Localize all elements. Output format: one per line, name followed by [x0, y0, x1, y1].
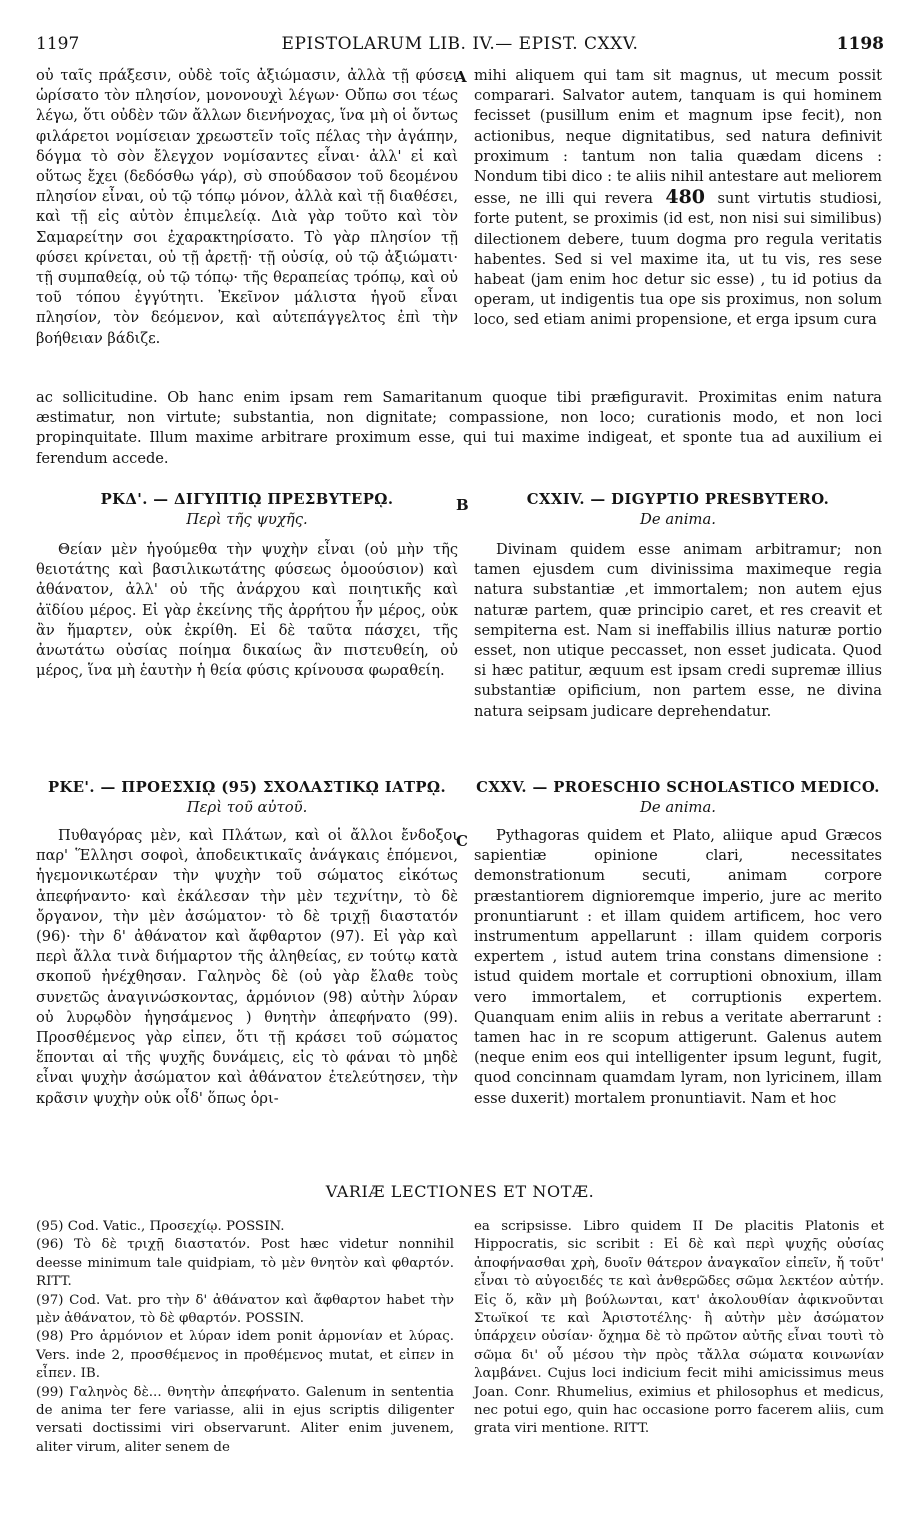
letter-124-greek-body [36, 540, 458, 681]
letter-124-latin-text: Divinam quidem esse animam arbitramur; non tamen ejusdem cum divinissima maximeque regia natura substantiæ ,et immortalem; non autem ejus naturæ partem, quæ principio caret, et res creavit et sempiterna est. Nam si ineffabilis illius naturæ portio esset, non utique peccasset, non esset judicata. Quod si hæc patitur, æquum est ipsam credi supremæ illius substantiæ opificium, non partem esse, ne divina natura seipsam judicare deprehendatur. [474, 541, 882, 720]
running-title: EPISTOLARUM LIB. IV.— EPIST. CXXV. [281, 34, 639, 54]
latin-full-width-paragraph: ac sollicitudine. Ob hanc enim ipsam rem Samaritanum quoque tibi præfiguravit. Proximitas enim natura æstimatur, non virtute; substantia, non dignitate; compassione, non loco; curationis modo, et non loci propinquitate. Illum maxime arbitrare proximum esse, qui tui maxime indigeat, et sponte tua ad auxilium ei ferendum accede. [36, 389, 882, 467]
latin-text-part-b: sunt virtutis studiosi, forte putent, se proximis (id est, non nisi sui similibus) dilectionem debere, tuum dogma pro regula veritatis habentes. Sed si vel maxime ita, ut tu vis, res sese habeat (jam enim hoc detur sic esse) , tu id potius da operam, ut indigentis tua ope sis proximus, non solum loco, sed etiam animi propensione, et erga ipsum cura [474, 190, 883, 329]
notes-right-column [474, 1218, 884, 1439]
letter-124-greek-title: ΡΚΔ'. — ΔΙΓΥΠΤΙῼ ΠΡΕΣΒΥΤΕΡῼ. [100, 491, 394, 508]
letter-124-greek-text: Θείαν μὲν ἡγούμεθα τὴν ψυχὴν εἶναι (οὐ μὴν τῆς θειοτάτης καὶ βασιλικωτάτης φύσεως ὁμοούσιον) καὶ ἀθάνατον, ἀλλ' οὐ τῆς ἀνάρχου καὶ ποιητικῆς καὶ ἀϊδίου μέρος. Εἰ γὰρ ἐκείνης τῆς ἀρρήτου ἦν μέρος, οὐκ ἂν ἥμαρτεν, οὐκ ἐκρίθη. Εἰ δὲ ταῦτα πάσχει, τῆς ἀνωτάτω οὐσίας ποίημα δικαίως ἂν πιστευθείη, οὐ μέρος, ἵνα μὴ ἑαυτὴν ἡ θεία φύσις κρίνουσα φωραθείη. [36, 541, 458, 680]
note-99-continuation: ea scripsisse. Libro quidem II De placitis Platonis et Hippocratis, sic scribit : Εἰ δὲ καὶ περὶ ψυχῆς οὐσίας ἀποφήνασθαι χρὴ, δυοῖν θάτερον ἀναγκαῖον εἰπεῖν, ἤ τοῦτ' εἶναι τὸ αὐγοειδές τε καὶ ἀνθερῶδες σῶμα λεκτέον αὐτήν. Εἰς ὅ, κἂν μὴ βούλωνται, κατ' ἀκολουθίαν ἀφικνοῦνται Στωϊκοί τε καὶ Ἀριστοτέλης· ἢ αὐτὴν μὲν ἀσώματον ὑπάρχειν οὐσίαν· ὄχημα δὲ τὸ πρῶτον αὐτῆς εἶναι τουτὶ τὸ σῶμα δι' οὗ μέσου τὴν πρὸς τἄλλα σώματα κοινωνίαν λαμβάνει. Cujus loci indicium fecit mihi amicissimus meus Joan. Conr. Rhumelius, eximius et philosophus et medicus, nec potui ego, quin hac occasione porro facerem aliis, cum grata viri mentione. RITT. [474, 1219, 884, 1437]
latin-paragraph [474, 66, 882, 331]
letter-124-greek-subtitle: Περὶ τῆς ψυχῆς. [186, 511, 308, 528]
letter-125-greek-heading [36, 778, 458, 818]
letter-124-latin-title: CXXIV. — DIGYPTIO PRESBYTERO. [526, 491, 830, 508]
letter-124-latin-subtitle: De anima. [640, 511, 716, 528]
margin-letter-b: B [456, 496, 469, 514]
note-97: (97) Cod. Vat. pro τὴν δ' ἀθάνατον καὶ ἄφθαρτον habet τὴν μὲν ἀθάνατον, τὸ δὲ φθαρτόν. POSSIN. [36, 1292, 454, 1327]
notes-title: VARIÆ LECTIONES ET NOTÆ. [325, 1182, 595, 1201]
letter-124-greek-heading [36, 490, 458, 530]
letter-125-latin-title: CXXV. — PROESCHIO SCHOLASTICO MEDICO. [476, 779, 880, 796]
note-96: (96) Τὸ δὲ τριχῇ διαστατόν. Post hæc videtur nonnihil deesse minimum tale quidpiam, τὸ μὲν θνητὸν καὶ φθαρτόν. RITT. [36, 1237, 454, 1290]
letter-125-latin-body [474, 826, 882, 1109]
greek-paragraph: οὐ ταῖς πράξεσιν, οὐδὲ τοῖς ἀξιώμασιν, ἀλλὰ τῇ φύσει ὡρίσατο τὸν πλησίον, μονονουχὶ λέγων· Οὔπω σοι τέως λέγω, ὅτι οὐδὲν τῶν ἄλλων διενήνοχας, ἵνα μὴ οἱ ὄντως φιλάρετοι νομίσειαν χρεωστεῖν τοῖς πέλας τὴν ἀγάπην, δόγμα τὸ σὸν ἔλεγχον νομίσαντες εἶναι· ἀλλ' εἰ καὶ οὕτως ἔχει (δεδόσθω γάρ), σὺ σπούδασον τοῦ δεομένου πλησίον εἶναι, οὐ τῷ τόπῳ μόνον, ἀλλὰ καὶ τῇ διαθέσει, καὶ τῇ εἰς αὐτὸν ἐπιμελείᾳ. Διὰ γὰρ τοῦτο καὶ τὸν Σαμαρείτην σοι ἐχαρακτηρίσατο. Τὸ γὰρ πλησίον τῇ φύσει κρίνεται, οὐ τῇ ἀρετῇ· τῇ οὐσίᾳ, οὐ τῷ ἀξιώματι· τῇ συμπαθείᾳ, οὐ τῷ τόπῳ· τῆς θεραπείας τρόπῳ, καὶ οὐ τοῦ τόπου ἐγγύτητι. Ἐκεῖνον μάλιστα ἡγοῦ εἶναι πλησίον, τὸν δεόμενον, καὶ αὐτεπάγγελτος ἐπὶ τὴν βοήθειαν βάδιζε. [36, 67, 458, 347]
letter-124-latin-heading [474, 490, 882, 530]
letter-125-greek-text: Πυθαγόρας μὲν, καὶ Πλάτων, καὶ οἱ ἄλλοι ἔνδοξοι παρ' Ἕλλησι σοφοὶ, ἀποδεικτικαῖς ἀνάγκαις ἑπόμενοι, ἡγεμονικωτέραν τὴν ψυχὴν τοῦ σώματος εἰκότως ἀπεφήναντο· καὶ ἐκάλεσαν τὴν μὲν τεχνίτην, τὸ δὲ ὄργανον, τὴν μὲν ἀσώματον· τὸ δὲ τριχῇ διαστατόν (96)· τὴν δ' ἀθάνατον καὶ ἄφθαρτον (97). Εἰ γὰρ καὶ περὶ ἄλλα τινὰ διήμαρτον τῆς ἀληθείας, εν τούτῳ κατὰ σκοποῦ ἠνέχθησαν. Γαληνὸς δὲ (οὐ γὰρ ἔλαθε τοὺς συνετῶς ἀναγινώσκοντας, ἁρμόνιον (98) αὐτὴν λύραν οὐ λυρῳδὸν ἡγησάμενος ) θνητὴν ἀπεφήνατο (99). Προσθέμενος γὰρ εἰπεν, ὅτι τῇ κράσει τοῦ σώματος ἕπονται αἱ τῆς ψυχῆς δυνάμεις, εἰς τὸ φάναι τὸ μηδὲ εἶναι ψυχὴν ἀσώματον καὶ ἀθάνατον ἐτελεύτησεν, τὴν κρᾶσιν ψυχὴν οὐκ οἶδ' ὅπως ὁρι- [36, 827, 458, 1107]
latin-column-continuation [474, 66, 882, 331]
note-98: (98) Pro ἁρμόνιον et λύραν idem ponit ἁρμονίαν et λύρας. Vers. inde 2, προσθέμενος in προθέμενος mutat, et εἰπεν in εἶπεν. IB. [36, 1329, 454, 1382]
marginal-number: 480 [665, 186, 706, 209]
letter-125-greek-body [36, 826, 458, 1109]
margin-letter-a: A [455, 68, 467, 86]
margin-letter-c: C [456, 832, 468, 850]
letter-125-latin-heading [474, 778, 882, 818]
latin-text-part-a: mihi aliquem qui tam sit magnus, ut mecum possit comparari. Salvator autem, tanquam is qui hominem fecisset (pusillum enim et magnum ipse fecit), non actionibus, neque dignitatibus, sed natura definivit proximum : tantum non talia quædam dicens : Nondum tibi dico : te aliis nihil antestare aut meliorem esse, ne illi qui revera [474, 67, 882, 208]
page-header [36, 34, 884, 56]
letter-124-latin-body [474, 540, 882, 722]
notes-left-column [36, 1218, 454, 1457]
note-95: (95) Cod. Vatic., Προσεχίῳ. POSSIN. [36, 1219, 285, 1234]
letter-125-greek-subtitle: Περὶ τοῦ αὐτοῦ. [186, 799, 308, 816]
note-99: (99) Γαληνὸς δὲ... θνητὴν ἀπεφήνατο. Galenum in sententia de anima ter fere variasse, alii in ejus scriptis diligenter versati doctissimi viri observarunt. Aliter enim juvenem, aliter virum, aliter senem de [36, 1384, 454, 1455]
letter-125-greek-title: ΡΚΕ'. — ΠΡΟΕΣΧΙῼ (95) ΣΧΟΛΑΣΤΙΚῼ ΙΑΤΡῼ. [47, 779, 447, 796]
greek-column-continuation [36, 66, 458, 349]
page-number-right: 1198 [836, 34, 884, 54]
letter-125-latin-text: Pythagoras quidem et Plato, aliique apud Græcos sapientiæ opinione clari, necessitates demonstrationum secuti, animam corpore præstantiorem dignioremque imperio, jure ac merito pronuntiarunt : et illam quidem artificem, hoc vero instrumentum appellarunt : illam quidem corporis expertem , istud autem trina constans dimensione : istud quidem mortale et corruptioni obnoxium, illam vero immortalem, et corruptionis expertem. Quanquam enim aliis in rebus a veritate aberrarunt : tamen hac in re scopum attigerunt. Galenus autem (neque enim eos qui intelligenter ipsum legunt, fugit, quod concinnam quamdam lyram, non lyricinem, illam esse duxerit) mortalem pronuntiavit. Nam et hoc [474, 827, 882, 1107]
letter-125-latin-subtitle: De anima. [640, 799, 716, 816]
page-number-left: 1197 [36, 34, 80, 54]
